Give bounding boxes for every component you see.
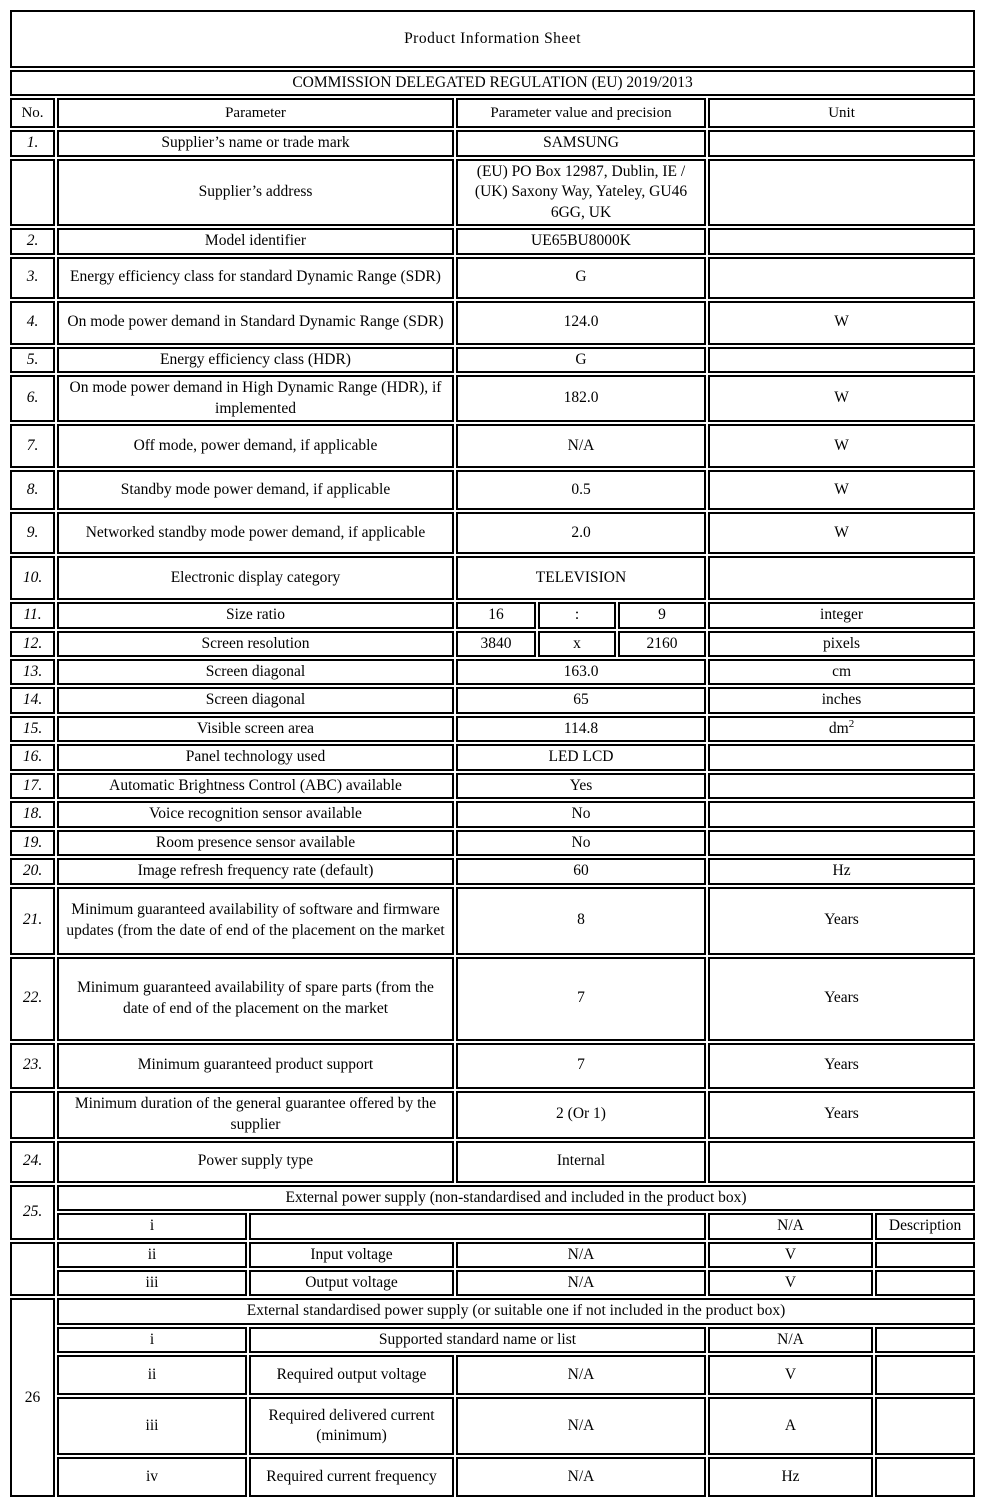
value-cell: 60 — [456, 858, 706, 884]
unit-cell: W — [708, 375, 975, 422]
value-cell-c: 9 — [618, 602, 706, 628]
parameter-cell: Standby mode power demand, if applicable — [57, 470, 454, 510]
unit-cell — [708, 130, 975, 156]
table-row — [10, 957, 975, 1041]
subindex-cell: iv — [57, 1457, 247, 1497]
no-cell: 16. — [10, 744, 55, 770]
table-row — [10, 130, 975, 156]
no-cell: 19. — [10, 830, 55, 856]
value-cell-a: 16 — [456, 602, 536, 628]
table-row — [10, 301, 975, 345]
parameter-cell: Energy efficiency class (HDR) — [57, 347, 454, 373]
table-row — [10, 1397, 975, 1455]
value-cell: G — [456, 257, 706, 299]
value-cell: No — [456, 830, 706, 856]
unit-cell: N/A — [708, 1213, 873, 1239]
description-cell — [875, 1457, 975, 1497]
unit-cell — [708, 556, 975, 600]
table-row — [10, 659, 975, 685]
subindex-cell: i — [57, 1327, 247, 1353]
unit-cell — [708, 830, 975, 856]
unit-cell: W — [708, 470, 975, 510]
unit-cell: V — [708, 1355, 873, 1395]
parameter-cell: Size ratio — [57, 602, 454, 628]
no-cell: 12. — [10, 631, 55, 657]
no-cell: 25. — [10, 1185, 55, 1240]
no-cell: 8. — [10, 470, 55, 510]
unit-cell — [708, 716, 975, 742]
value-cell: 7 — [456, 1043, 706, 1089]
value-cell: UE65BU8000K — [456, 228, 706, 254]
no-cell: 3. — [10, 257, 55, 299]
unit-cell — [708, 228, 975, 254]
unit-cell: cm — [708, 659, 975, 685]
value-cell-a: 3840 — [456, 631, 536, 657]
no-cell: 4. — [10, 301, 55, 345]
unit-cell: pixels — [708, 631, 975, 657]
unit-cell: W — [708, 512, 975, 554]
col-header-parameter: Parameter — [57, 98, 454, 128]
no-cell: 22. — [10, 957, 55, 1041]
no-cell: 20. — [10, 858, 55, 884]
value-cell: 0.5 — [456, 470, 706, 510]
unit-cell — [708, 1141, 975, 1183]
table-row — [10, 375, 975, 422]
no-cell: 24. — [10, 1141, 55, 1183]
parameter-cell: Panel technology used — [57, 744, 454, 770]
parameter-cell: Off mode, power demand, if applicable — [57, 424, 454, 468]
regulation-subtitle: COMMISSION DELEGATED REGULATION (EU) 2019/2013 — [10, 70, 975, 96]
label-cell: Required current frequency — [249, 1457, 454, 1497]
product-information-table — [8, 8, 977, 1499]
subtitle-row — [10, 70, 975, 96]
unit-cell — [708, 801, 975, 827]
subindex-cell: iii — [57, 1270, 247, 1296]
parameter-cell: Screen diagonal — [57, 687, 454, 713]
unit-cell — [708, 773, 975, 799]
value-cell: 2.0 — [456, 512, 706, 554]
value-cell-c: 2160 — [618, 631, 706, 657]
unit-superscript: 2 — [848, 717, 855, 730]
no-cell — [10, 1091, 55, 1139]
table-row — [10, 1141, 975, 1183]
subindex-cell: i — [57, 1213, 247, 1239]
section-header-cell: External power supply (non-standardised and included in the product box) — [57, 1185, 975, 1211]
value-cell: Internal — [456, 1141, 706, 1183]
unit-cell: W — [708, 301, 975, 345]
value-cell: LED LCD — [456, 744, 706, 770]
parameter-cell: Supplier’s address — [57, 159, 454, 226]
title-row — [10, 10, 975, 68]
description-cell: Description — [875, 1213, 975, 1239]
col-header-value: Parameter value and precision — [456, 98, 706, 128]
unit-cell: Hz — [708, 858, 975, 884]
unit-cell — [708, 159, 975, 226]
unit-cell: N/A — [708, 1327, 873, 1353]
label-cell: Supported standard name or list — [249, 1327, 706, 1353]
no-cell: 17. — [10, 773, 55, 799]
table-row — [10, 744, 975, 770]
no-cell — [10, 1242, 55, 1297]
value-cell: TELEVISION — [456, 556, 706, 600]
value-cell: No — [456, 801, 706, 827]
table-row — [10, 1213, 975, 1239]
table-row — [10, 602, 975, 628]
table-row — [10, 1043, 975, 1089]
no-cell: 21. — [10, 887, 55, 955]
description-cell — [875, 1355, 975, 1395]
no-cell: 7. — [10, 424, 55, 468]
value-cell: 7 — [456, 957, 706, 1041]
unit-cell: V — [708, 1242, 873, 1268]
no-cell: 1. — [10, 130, 55, 156]
label-cell: Required delivered current (minimum) — [249, 1397, 454, 1455]
table-row — [10, 830, 975, 856]
parameter-cell: Visible screen area — [57, 716, 454, 742]
no-cell — [10, 159, 55, 226]
unit-cell — [708, 347, 975, 373]
value-cell: SAMSUNG — [456, 130, 706, 156]
table-row — [10, 631, 975, 657]
value-cell: N/A — [456, 424, 706, 468]
value-cell: N/A — [456, 1397, 706, 1455]
unit-cell: Years — [708, 1091, 975, 1139]
unit-cell: integer — [708, 602, 975, 628]
table-row — [10, 801, 975, 827]
table-row — [10, 424, 975, 468]
table-row — [10, 257, 975, 299]
table-row — [10, 228, 975, 254]
unit-cell: Years — [708, 1043, 975, 1089]
parameter-cell: On mode power demand in High Dynamic Range (HDR), if implemented — [57, 375, 454, 422]
label-cell: Required output voltage — [249, 1355, 454, 1395]
value-cell: 163.0 — [456, 659, 706, 685]
unit-cell — [708, 744, 975, 770]
value-cell: N/A — [456, 1242, 706, 1268]
parameter-cell: Room presence sensor available — [57, 830, 454, 856]
section-26-header-row — [10, 1298, 975, 1324]
value-cell: 8 — [456, 887, 706, 955]
parameter-cell: Supplier’s name or trade mark — [57, 130, 454, 156]
table-row — [10, 1091, 975, 1139]
parameter-cell: Minimum guaranteed availability of spare parts (from the date of end of the placement on the market — [57, 957, 454, 1041]
parameter-cell: Automatic Brightness Control (ABC) available — [57, 773, 454, 799]
unit-text: dm — [828, 719, 849, 737]
table-row — [10, 1270, 975, 1296]
unit-cell: A — [708, 1397, 873, 1455]
table-row — [10, 887, 975, 955]
no-cell: 18. — [10, 801, 55, 827]
parameter-cell: Voice recognition sensor available — [57, 801, 454, 827]
table-row — [10, 1242, 975, 1268]
table-row — [10, 773, 975, 799]
value-cell: G — [456, 347, 706, 373]
unit-cell: Years — [708, 957, 975, 1041]
col-header-no: No. — [10, 98, 55, 128]
value-cell: Yes — [456, 773, 706, 799]
value-cell: 124.0 — [456, 301, 706, 345]
value-cell: N/A — [456, 1270, 706, 1296]
no-cell: 6. — [10, 375, 55, 422]
description-cell — [875, 1327, 975, 1353]
section-header-cell: External standardised power supply (or suitable one if not included in the product box) — [57, 1298, 975, 1324]
parameter-cell: Screen diagonal — [57, 659, 454, 685]
table-row — [10, 347, 975, 373]
table-row — [10, 1355, 975, 1395]
description-cell — [875, 1397, 975, 1455]
unit-cell: V — [708, 1270, 873, 1296]
no-cell: 13. — [10, 659, 55, 685]
unit-cell: Hz — [708, 1457, 873, 1497]
description-cell — [875, 1242, 975, 1268]
no-cell: 15. — [10, 716, 55, 742]
value-cell-b: x — [538, 631, 616, 657]
parameter-cell: Screen resolution — [57, 631, 454, 657]
label-cell: Input voltage — [249, 1242, 454, 1268]
value-cell: (EU) PO Box 12987, Dublin, IE / (UK) Saxony Way, Yateley, GU46 6GG, UK — [456, 159, 706, 226]
column-header-row — [10, 98, 975, 128]
parameter-cell: Minimum guaranteed product support — [57, 1043, 454, 1089]
table-row — [10, 687, 975, 713]
no-cell: 14. — [10, 687, 55, 713]
value-cell: 2 (Or 1) — [456, 1091, 706, 1139]
table-row — [10, 1327, 975, 1353]
no-cell: 26 — [10, 1298, 55, 1497]
unit-cell: Years — [708, 887, 975, 955]
section-25-header-row — [10, 1185, 975, 1211]
no-cell: 23. — [10, 1043, 55, 1089]
parameter-cell: Image refresh frequency rate (default) — [57, 858, 454, 884]
table-row — [10, 159, 975, 226]
value-cell: N/A — [456, 1457, 706, 1497]
table-row — [10, 858, 975, 884]
unit-cell — [708, 257, 975, 299]
parameter-cell: Model identifier — [57, 228, 454, 254]
parameter-cell: On mode power demand in Standard Dynamic Range (SDR) — [57, 301, 454, 345]
page-title: Product Information Sheet — [10, 10, 975, 68]
table-row — [10, 512, 975, 554]
value-cell: 182.0 — [456, 375, 706, 422]
subindex-cell: iii — [57, 1397, 247, 1455]
no-cell: 5. — [10, 347, 55, 373]
parameter-cell: Power supply type — [57, 1141, 454, 1183]
col-header-unit: Unit — [708, 98, 975, 128]
value-cell: 65 — [456, 687, 706, 713]
parameter-cell: Minimum duration of the general guarantee offered by the supplier — [57, 1091, 454, 1139]
no-cell: 2. — [10, 228, 55, 254]
table-row — [10, 1457, 975, 1497]
table-row — [10, 556, 975, 600]
table-row — [10, 470, 975, 510]
unit-cell: W — [708, 424, 975, 468]
parameter-cell: Minimum guaranteed availability of software and firmware updates (from the date of end of the placement on the market — [57, 887, 454, 955]
no-cell: 9. — [10, 512, 55, 554]
value-cell: N/A — [456, 1355, 706, 1395]
label-cell: Output voltage — [249, 1270, 454, 1296]
parameter-cell: Energy efficiency class for standard Dynamic Range (SDR) — [57, 257, 454, 299]
parameter-cell: Networked standby mode power demand, if applicable — [57, 512, 454, 554]
subindex-cell: ii — [57, 1355, 247, 1395]
no-cell: 10. — [10, 556, 55, 600]
value-cell: 114.8 — [456, 716, 706, 742]
value-cell-b: : — [538, 602, 616, 628]
table-row — [10, 716, 975, 742]
no-cell: 11. — [10, 602, 55, 628]
unit-cell: inches — [708, 687, 975, 713]
subindex-cell: ii — [57, 1242, 247, 1268]
label-cell — [249, 1213, 706, 1239]
parameter-cell: Electronic display category — [57, 556, 454, 600]
description-cell — [875, 1270, 975, 1296]
